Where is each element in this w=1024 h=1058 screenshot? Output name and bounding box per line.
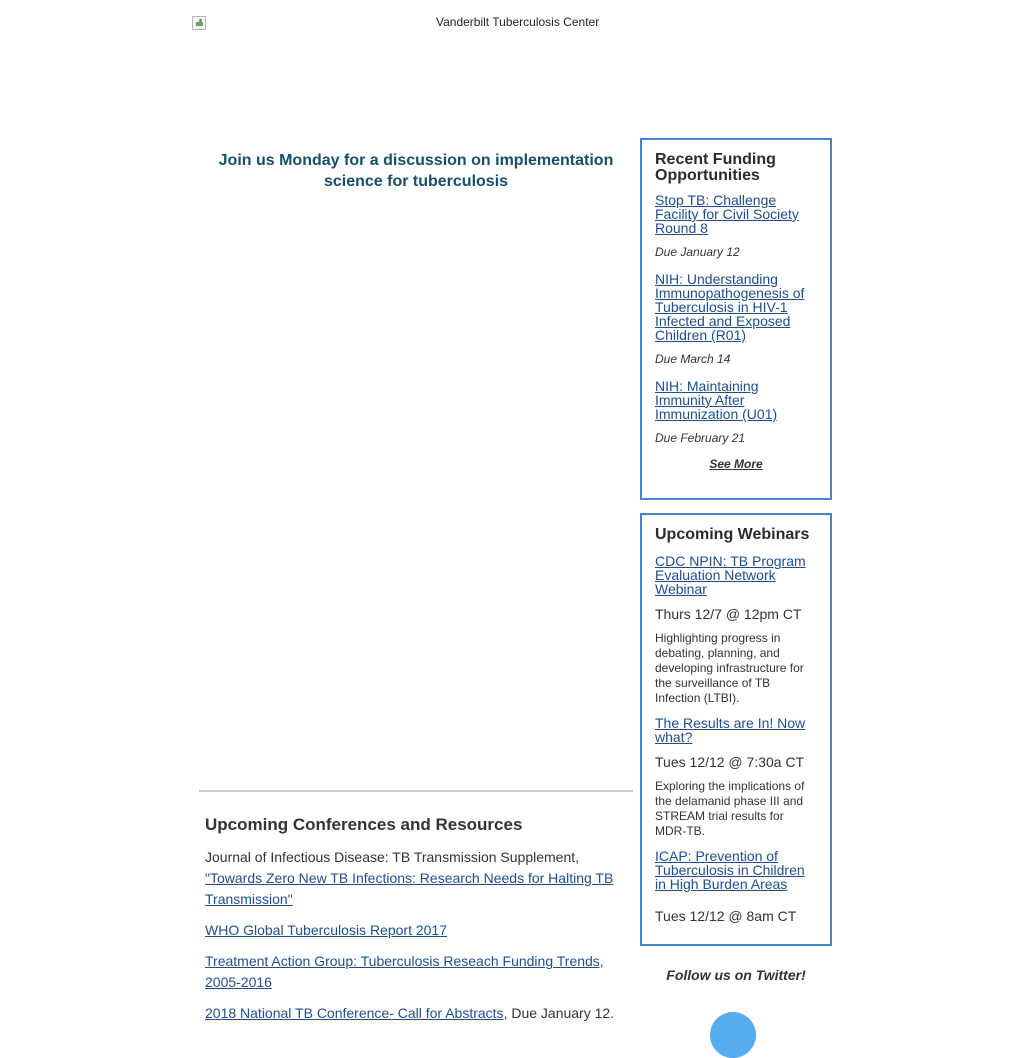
broken-image-icon <box>192 16 206 30</box>
twitter-icon[interactable] <box>710 1012 756 1058</box>
webinar-link[interactable]: The Results are In! Now what? <box>655 715 806 745</box>
upcoming-webinars-box <box>640 513 832 946</box>
webinar-description: Exploring the implications of the delamanid phase III and STREAM trial results for MDR-TB. <box>655 779 805 838</box>
logo-alt-text: Vanderbilt Tuberculosis Center <box>436 15 600 29</box>
conference-link-tag-funding[interactable]: Treatment Action Group: Tuberculosis Reseach Funding Trends, 2005-2016 <box>205 953 604 990</box>
funding-opportunities-box <box>640 138 832 500</box>
funding-link[interactable]: Stop TB: Challenge Facility for Civil Society Round 8 <box>655 192 799 236</box>
webinar-time: Thurs 12/7 @ 12pm CT <box>655 606 802 622</box>
conference-item <box>205 847 630 910</box>
conference-link-national-tb[interactable]: 2018 National TB Conference- Call for Abstracts <box>205 1005 504 1021</box>
funding-due-date: Due March 14 <box>655 352 731 366</box>
funding-due-date: Due February 21 <box>655 431 746 445</box>
section-divider <box>199 790 633 792</box>
funding-heading: Recent Funding Opportunities <box>655 151 776 184</box>
conferences-heading: Upcoming Conferences and Resources <box>205 815 523 834</box>
funding-due-date: Due January 12 <box>655 245 740 259</box>
header-logo[interactable] <box>192 14 832 34</box>
conference-link-zero-tb[interactable]: "Towards Zero New TB Infections: Research Needs for Halting TB Transmission" <box>205 870 614 907</box>
twitter-label: Follow us on Twitter! <box>666 967 806 983</box>
webinars-heading: Upcoming Webinars <box>655 526 810 543</box>
webinar-time: Tues 12/12 @ 8am CT <box>655 908 797 924</box>
conference-item <box>205 920 630 941</box>
conference-item-text: , Due January 12. <box>503 1005 615 1021</box>
webinar-time: Tues 12/12 @ 7:30a CT <box>655 754 805 770</box>
webinar-link[interactable]: CDC NPIN: TB Program Evaluation Network Webinar <box>655 553 806 597</box>
webinar-link[interactable]: ICAP: Prevention of Tuberculosis in Children in High Burden Areas <box>655 848 805 892</box>
conference-item <box>205 951 630 993</box>
conference-link-who-report[interactable]: WHO Global Tuberculosis Report 2017 <box>205 922 447 938</box>
conference-item-text: Journal of Infectious Disease: TB Transmission Supplement, <box>205 849 580 865</box>
conference-item <box>205 1003 630 1024</box>
webinar-description: Highlighting progress in debating, planning, and developing infrastructure for the surveillance of TB Infection (LTBI). <box>655 631 804 705</box>
see-more-link[interactable]: See More <box>709 457 763 471</box>
conferences-list <box>205 847 630 1034</box>
embedded-media-area <box>206 205 626 775</box>
funding-link[interactable]: NIH: Understanding Immunopathogenesis of Tuberculosis in HIV-1 Infected and Exposed Children (R01) <box>655 271 805 343</box>
page-headline: Join us Monday for a discussion on implementation science for tuberculosis <box>218 152 614 190</box>
funding-link[interactable]: NIH: Maintaining Immunity After Immunization (U01) <box>655 378 778 422</box>
